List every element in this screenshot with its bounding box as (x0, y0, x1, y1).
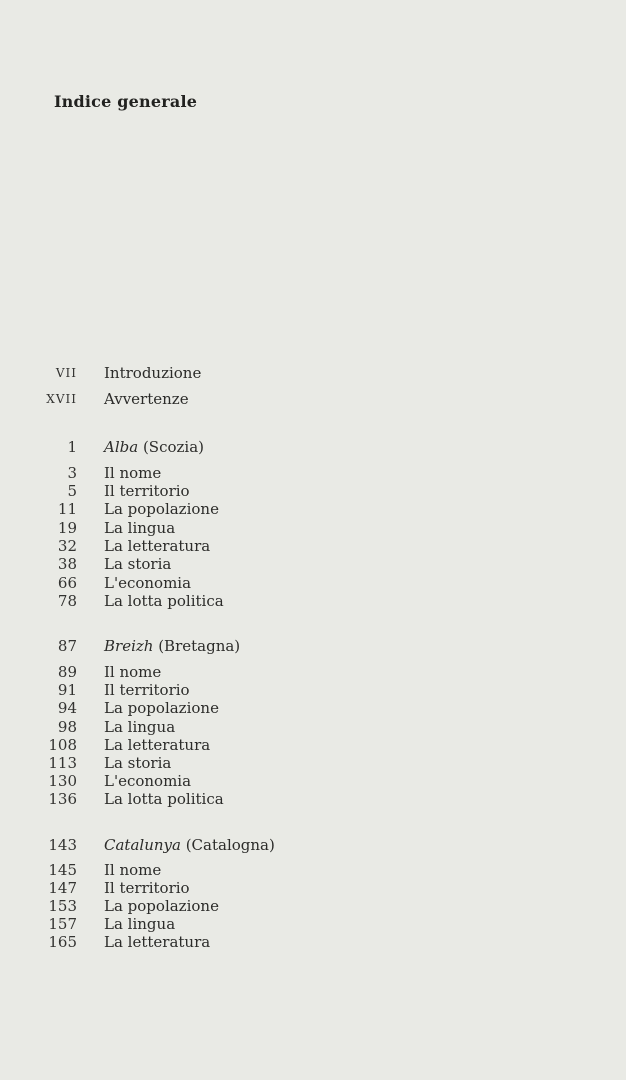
toc-entry-label: La lingua (104, 915, 176, 933)
toc-entry (0, 718, 626, 736)
toc-page-number: 66 (57, 574, 77, 592)
toc-entry (0, 555, 626, 573)
toc-section-note: (Catalogna) (180, 836, 275, 854)
toc-page-number: 113 (48, 754, 77, 772)
toc-entry-label: Il territorio (104, 681, 190, 699)
toc-entry (0, 482, 626, 500)
toc-page-number: 98 (57, 718, 77, 736)
toc-entry-label: La letteratura (104, 933, 211, 951)
toc-page-number: 32 (57, 537, 77, 555)
toc-page-number: 1 (67, 438, 77, 456)
toc-page-number: 87 (57, 637, 77, 655)
toc-entry (0, 519, 626, 537)
toc-page-number: 108 (48, 736, 77, 754)
toc-section-alba (0, 438, 626, 456)
toc-page-number: 157 (48, 915, 77, 933)
toc-page-number: 91 (57, 681, 77, 699)
toc-section-breizh (0, 637, 626, 655)
toc-page-number: 19 (57, 519, 77, 537)
toc-entry (0, 699, 626, 717)
toc-section-name: Catalunya (104, 836, 181, 854)
toc-entry-label: La letteratura (104, 736, 211, 754)
toc-entry-label: La lotta politica (104, 592, 224, 610)
toc-entry (0, 574, 626, 592)
toc-entry (0, 500, 626, 518)
toc-entry (0, 592, 626, 610)
toc-entry (0, 663, 626, 681)
toc-entry (0, 933, 626, 951)
toc-entry-label: L'economia (104, 772, 192, 790)
toc-entry-label: La popolazione (104, 500, 219, 518)
toc-entry-label: La lotta politica (104, 790, 224, 808)
toc-page-number: 143 (48, 836, 77, 854)
toc-entry-label: Il nome (104, 861, 162, 879)
toc-page-number: 38 (57, 555, 77, 573)
toc-entry-label: Il nome (104, 464, 162, 482)
toc-entry (0, 879, 626, 897)
toc-entry-label: Introduzione (104, 364, 202, 382)
toc-entry-label: La storia (104, 555, 172, 573)
toc-page-number: 136 (48, 790, 77, 808)
toc-page-number: 78 (57, 592, 77, 610)
toc-entry (0, 681, 626, 699)
toc-entry (0, 861, 626, 879)
toc-page-number: 89 (57, 663, 77, 681)
toc-entry-label: La letteratura (104, 537, 211, 555)
toc-entry-label: L'economia (104, 574, 192, 592)
toc-entry (0, 754, 626, 772)
toc-section-label (104, 836, 275, 854)
toc-entry-label: Il nome (104, 663, 162, 681)
toc-entry (0, 790, 626, 808)
toc-entry-label: La lingua (104, 718, 176, 736)
toc-page-number: 5 (67, 482, 77, 500)
toc-page-number: XVII (46, 392, 77, 406)
toc-page-number: 130 (48, 772, 77, 790)
toc-section-note: (Bretagna) (153, 637, 241, 655)
toc-section-label (104, 438, 204, 456)
toc-page-number: 3 (67, 464, 77, 482)
toc-section-name: Breizh (104, 637, 154, 655)
toc-entry (0, 915, 626, 933)
toc-entry (0, 464, 626, 482)
toc-entry (0, 736, 626, 754)
toc-entry-label: La popolazione (104, 699, 219, 717)
page-title: Indice generale (54, 92, 198, 111)
toc-page-number: 145 (48, 861, 77, 879)
toc-page-number: 147 (48, 879, 77, 897)
toc-page-number: 94 (57, 699, 77, 717)
toc-section-catalunya (0, 836, 626, 854)
toc-entry (0, 772, 626, 790)
toc-section-label (104, 637, 240, 655)
toc-page-number: 11 (57, 500, 77, 518)
toc-section-name: Alba (104, 438, 139, 456)
toc-page-number: 165 (48, 933, 77, 951)
toc-entry-label: Il territorio (104, 879, 190, 897)
toc-page-number: VII (55, 366, 77, 380)
toc-entry (0, 537, 626, 555)
toc-entry-label: La storia (104, 754, 172, 772)
toc-entry-label: Avvertenze (104, 390, 189, 408)
toc-entry-label: Il territorio (104, 482, 190, 500)
toc-entry-label: La lingua (104, 519, 176, 537)
toc-entry-label: La popolazione (104, 897, 219, 915)
toc-section-note: (Scozia) (138, 438, 205, 456)
toc-entry-avvertenze (0, 390, 626, 408)
toc-entry (0, 897, 626, 915)
toc-page-number: 153 (48, 897, 77, 915)
toc-entry-introduzione (0, 364, 626, 382)
